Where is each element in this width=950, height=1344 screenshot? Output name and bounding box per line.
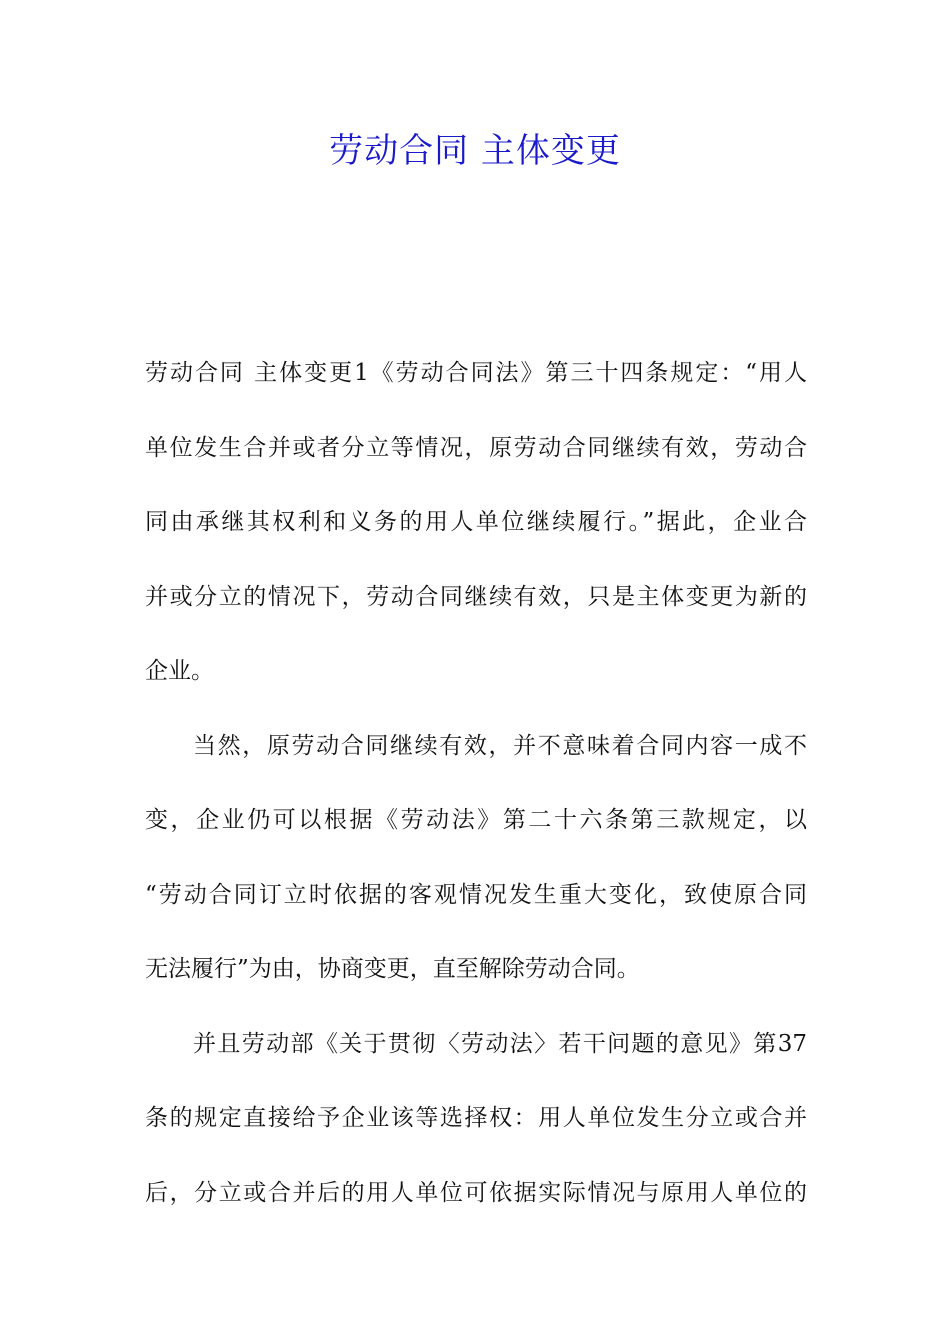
paragraph-3-line-1: 并且劳动部《关于贯彻〈劳动法〉若干问题的意见》第37 — [193, 1030, 807, 1057]
paragraph-2-line-1: 当然，原劳动合同继续有效，并不意味着合同内容一成不 — [193, 732, 807, 759]
paragraph-1-line-2: 单位发生合并或者分立等情况，原劳动合同继续有效，劳动合 — [145, 434, 807, 461]
paragraph-3-line-3: 后，分立或合并后的用人单位可依据实际情况与原用人单位的 — [145, 1179, 807, 1206]
paragraph-2-line-3: “劳动合同订立时依据的客观情况发生重大变化，致使原合同 — [145, 881, 807, 908]
document-title: 劳动合同 主体变更 — [329, 131, 621, 171]
paragraph-1-line-3: 同由承继其权利和义务的用人单位继续履行。”据此，企业合 — [145, 509, 807, 535]
paragraph-1-line-4: 并或分立的情况下，劳动合同继续有效，只是主体变更为新的 — [145, 583, 807, 610]
document-body — [145, 336, 807, 1230]
paragraph-1-line-1: 劳动合同 主体变更1《劳动合同法》第三十四条规定：“用人 — [145, 360, 807, 386]
paragraph-3-line-2: 条的规定直接给予企业该等选择权：用人单位发生分立或合并 — [145, 1105, 807, 1131]
paragraph-2-line-2: 变，企业仍可以根据《劳动法》第二十六条第三款规定，以 — [145, 807, 807, 833]
paragraph-2-line-4: 无法履行”为由，协商变更，直至解除劳动合同。 — [145, 956, 640, 982]
paragraph-1-line-5: 企业。 — [145, 658, 214, 684]
